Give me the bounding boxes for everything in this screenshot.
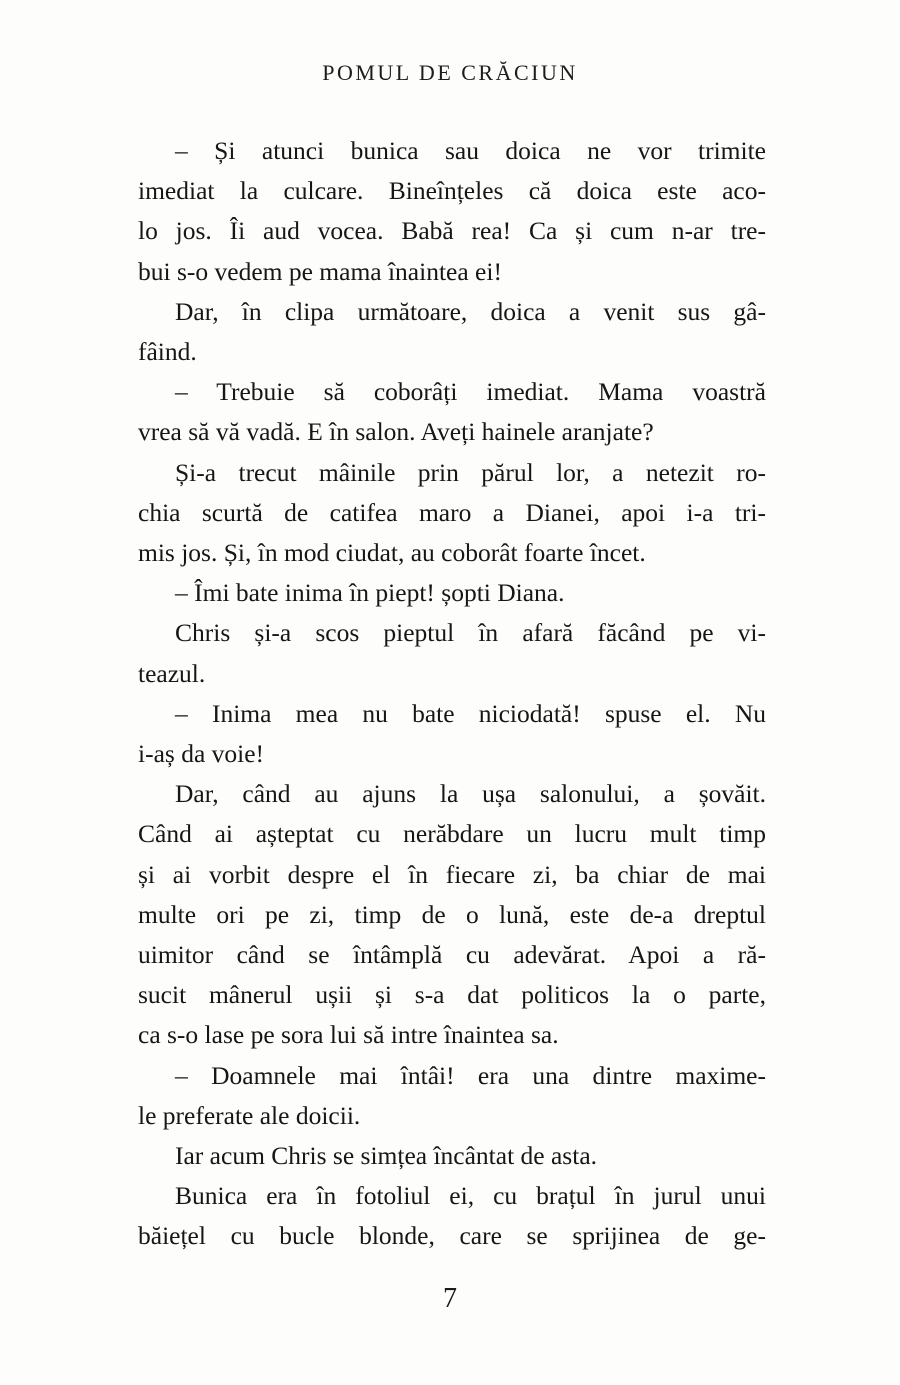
text-line: – Inima mea nu bate niciodată! spuse el. Nu	[175, 698, 766, 728]
text-line: – Doamnele mai întâi! era una dintre maxime-	[175, 1060, 766, 1090]
text-line: – Trebuie să coborâți imediat. Mama voastră	[175, 377, 766, 407]
paragraph	[138, 131, 766, 292]
page-number: 7	[443, 1283, 457, 1314]
text-line: și ai vorbit despre el în fiecare zi, ba chiar de mai	[138, 859, 766, 889]
text-line: Dar, când au ajuns la ușa salonului, a șovăit.	[175, 779, 766, 809]
text-line: uimitor când se întâmplă cu adevărat. Apoi a ră-	[138, 940, 766, 970]
text-line: imediat la culcare. Bineînțeles că doica este aco-	[138, 176, 766, 206]
text-line: teazul.	[138, 658, 206, 688]
text-line: vrea să vă vadă. E în salon. Aveți hainele aranjate?	[138, 417, 654, 447]
text-line: mis jos. Și, în mod ciudat, au coborât foarte încet.	[138, 538, 646, 568]
paragraph	[138, 292, 766, 372]
paragraph	[138, 372, 766, 452]
text-line: lo jos. Îi aud vocea. Babă rea! Ca și cum n-ar tre-	[138, 216, 766, 246]
paragraph	[138, 1056, 766, 1136]
text-line: i-aș da voie!	[138, 739, 265, 769]
text-line: Chris și-a scos pieptul în afară făcând pe vi-	[175, 618, 766, 648]
text-line: bui s-o vedem pe mama înaintea ei!	[138, 256, 502, 286]
text-line: Iar acum Chris se simțea încântat de asta.	[175, 1141, 598, 1171]
text-line: – Îmi bate inima în piept! șopti Diana.	[175, 578, 565, 608]
paragraph	[138, 1136, 766, 1176]
text-line: băiețel cu bucle blonde, care se sprijinea de ge-	[138, 1221, 766, 1251]
text-line: Când ai așteptat cu nerăbdare un lucru mult timp	[138, 819, 766, 849]
paragraph	[138, 694, 766, 774]
text-line: Bunica era în fotoliul ei, cu brațul în jurul unui	[175, 1181, 766, 1211]
body-text	[138, 131, 766, 1257]
text-line: chia scurtă de catifea maro a Dianei, apoi i-a tri-	[138, 497, 766, 527]
paragraph	[138, 774, 766, 1055]
text-line: sucit mânerul ușii și s-a dat politicos la o parte,	[138, 980, 766, 1010]
paragraph	[138, 573, 766, 613]
text-line: Dar, în clipa următoare, doica a venit sus gâ-	[175, 296, 766, 326]
text-line: – Și atunci bunica sau doica ne vor trimite	[175, 136, 766, 165]
paragraph	[138, 613, 766, 693]
paragraph	[138, 453, 766, 574]
text-line: Și-a trecut mâinile prin părul lor, a netezit ro-	[175, 457, 766, 487]
text-line: le preferate ale doicii.	[138, 1100, 361, 1130]
running-header: POMUL DE CRĂCIUN	[322, 60, 578, 85]
text-line: ca s-o lase pe sora lui să intre înaintea sa.	[138, 1020, 559, 1050]
paragraph	[138, 1176, 766, 1256]
text-line: multe ori pe zi, timp de o lună, este de-a dreptul	[138, 899, 766, 929]
text-line: fâind.	[138, 337, 197, 367]
